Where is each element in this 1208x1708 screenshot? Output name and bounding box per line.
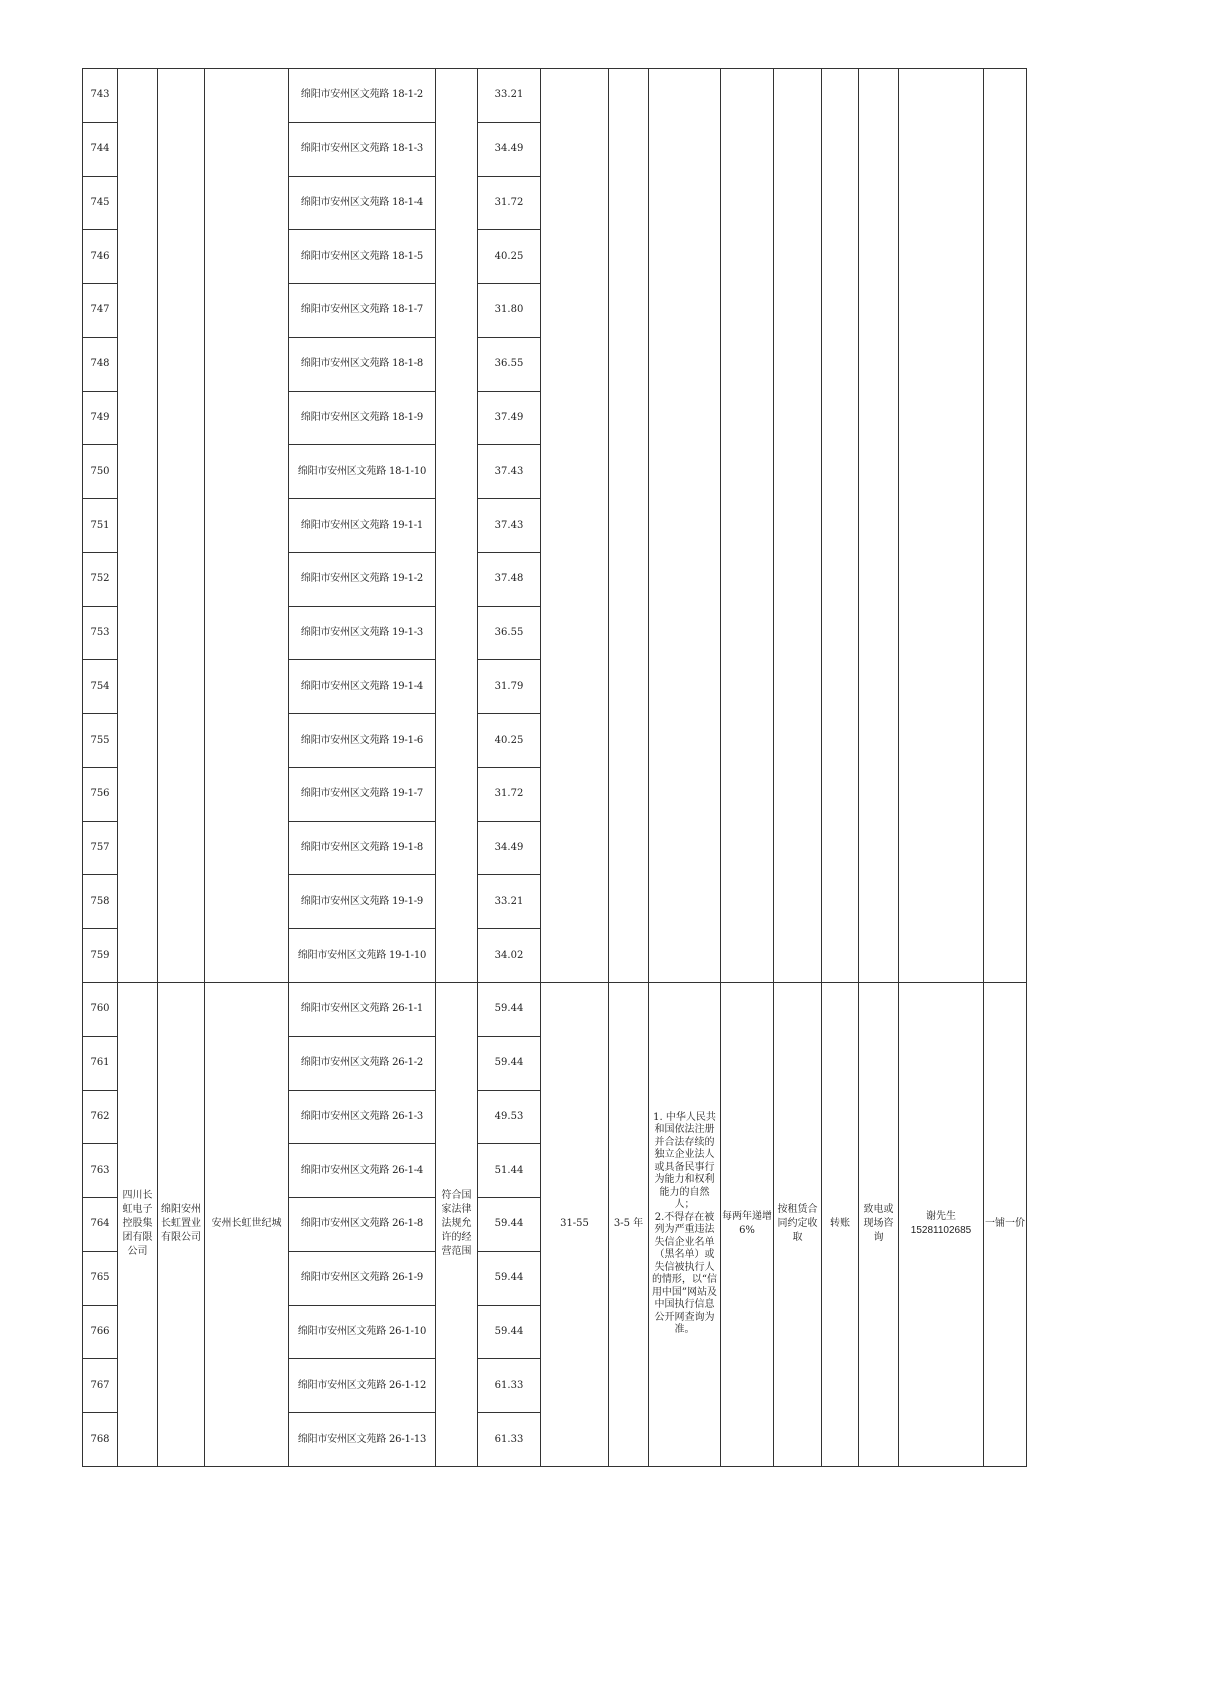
owner-cell [118,69,158,983]
address-cell: 绵阳市安州区文苑路 18-1-5 [289,230,436,284]
area-cell: 59.44 [478,1305,541,1359]
pricing-cell: 一铺一价 [984,983,1027,1467]
address-cell: 绵阳市安州区文苑路 19-1-4 [289,660,436,714]
area-cell: 31.80 [478,284,541,338]
area-cell: 40.25 [478,230,541,284]
area-cell: 31.72 [478,767,541,821]
area-cell: 37.43 [478,445,541,499]
area-cell: 61.33 [478,1359,541,1413]
usage-cell [436,69,478,983]
area-cell: 34.49 [478,821,541,875]
address-cell: 绵阳市安州区文苑路 19-1-7 [289,767,436,821]
address-cell: 绵阳市安州区文苑路 26-1-13 [289,1413,436,1467]
row-number: 761 [83,1036,118,1090]
pricing-cell [984,69,1027,983]
area-cell: 31.72 [478,176,541,230]
address-cell: 绵阳市安州区文苑路 19-1-1 [289,499,436,553]
row-number: 760 [83,983,118,1037]
area-cell: 34.02 [478,929,541,983]
address-cell: 绵阳市安州区文苑路 26-1-1 [289,983,436,1037]
row-number: 753 [83,606,118,660]
contact-cell [899,69,984,983]
address-cell: 绵阳市安州区文苑路 18-1-2 [289,69,436,123]
requirement-1: 1. 中华人民共和国依法注册并合法存续的独立企业法人或具备民事行为能力和权利能力的自然人； [653,1111,716,1211]
address-cell: 绵阳市安州区文苑路 18-1-4 [289,176,436,230]
row-number: 752 [83,552,118,606]
area-cell: 51.44 [478,1144,541,1198]
project-cell: 安州长虹世纪城 [205,983,289,1467]
row-number: 758 [83,875,118,929]
row-number: 757 [83,821,118,875]
row-number: 764 [83,1198,118,1252]
area-cell: 37.43 [478,499,541,553]
address-cell: 绵阳市安州区文苑路 18-1-7 [289,284,436,338]
area-cell: 59.44 [478,1036,541,1090]
row-number: 749 [83,391,118,445]
address-cell: 绵阳市安州区文苑路 18-1-3 [289,122,436,176]
area-cell: 36.55 [478,606,541,660]
payment-cell [822,69,859,983]
area-cell: 34.49 [478,122,541,176]
row-number: 768 [83,1413,118,1467]
contact-name: 谢先生 [926,1211,956,1223]
area-cell: 59.44 [478,1198,541,1252]
requirements-cell [649,69,721,983]
row-number: 747 [83,284,118,338]
address-cell: 绵阳市安州区文苑路 26-1-3 [289,1090,436,1144]
deposit-cell [774,69,822,983]
row-number: 743 [83,69,118,123]
area-cell: 59.44 [478,1251,541,1305]
row-number: 746 [83,230,118,284]
address-cell: 绵阳市安州区文苑路 26-1-10 [289,1305,436,1359]
price-range-cell [541,69,609,983]
area-cell: 33.21 [478,69,541,123]
row-number: 756 [83,767,118,821]
address-cell: 绵阳市安州区文苑路 19-1-8 [289,821,436,875]
row-number: 751 [83,499,118,553]
address-cell: 绵阳市安州区文苑路 19-1-3 [289,606,436,660]
address-cell: 绵阳市安州区文苑路 26-1-12 [289,1359,436,1413]
row-number: 744 [83,122,118,176]
row-number: 748 [83,337,118,391]
project-cell [205,69,289,983]
row-number: 763 [83,1144,118,1198]
inquiry-cell [859,69,899,983]
requirement-2: 2.不得存在被列为严重违法失信企业名单（黑名单）或失信被执行人的情形，以“信用中国”网站及中国执行信息公开网查询为准。 [651,1211,718,1336]
operator-cell: 绵阳安州长虹置业有限公司 [158,983,205,1467]
address-cell: 绵阳市安州区文苑路 26-1-2 [289,1036,436,1090]
area-cell: 36.55 [478,337,541,391]
usage-cell: 符合国家法律法规允许的经营范围 [436,983,478,1467]
address-cell: 绵阳市安州区文苑路 19-1-9 [289,875,436,929]
address-cell: 绵阳市安州区文苑路 19-1-6 [289,714,436,768]
area-cell: 31.79 [478,660,541,714]
payment-cell: 转账 [822,983,859,1467]
table-row [83,983,1027,1037]
table-row [83,69,1027,123]
row-number: 767 [83,1359,118,1413]
area-cell: 37.49 [478,391,541,445]
area-cell: 37.48 [478,552,541,606]
property-listing-table [82,68,1027,1467]
address-cell: 绵阳市安州区文苑路 26-1-8 [289,1198,436,1252]
area-cell: 59.44 [478,983,541,1037]
increase-cell [721,69,774,983]
term-cell [609,69,649,983]
area-cell: 61.33 [478,1413,541,1467]
address-cell: 绵阳市安州区文苑路 26-1-9 [289,1251,436,1305]
row-number: 766 [83,1305,118,1359]
address-cell: 绵阳市安州区文苑路 18-1-10 [289,445,436,499]
address-cell: 绵阳市安州区文苑路 18-1-8 [289,337,436,391]
area-cell: 49.53 [478,1090,541,1144]
requirements-cell [649,983,721,1467]
address-cell: 绵阳市安州区文苑路 18-1-9 [289,391,436,445]
contact-cell [899,983,984,1467]
operator-cell [158,69,205,983]
row-number: 755 [83,714,118,768]
row-number: 765 [83,1251,118,1305]
inquiry-cell: 致电或现场咨询 [859,983,899,1467]
area-cell: 33.21 [478,875,541,929]
contact-phone: 15281102685 [910,1225,972,1237]
area-cell: 40.25 [478,714,541,768]
row-number: 754 [83,660,118,714]
row-number: 750 [83,445,118,499]
deposit-cell: 按租赁合同约定收取 [774,983,822,1467]
row-number: 745 [83,176,118,230]
row-number: 762 [83,1090,118,1144]
address-cell: 绵阳市安州区文苑路 19-1-2 [289,552,436,606]
owner-cell: 四川长虹电子控股集团有限公司 [118,983,158,1467]
row-number: 759 [83,929,118,983]
price-range-cell: 31-55 [541,983,609,1467]
address-cell: 绵阳市安州区文苑路 19-1-10 [289,929,436,983]
increase-cell: 每两年递增 6% [721,983,774,1467]
term-cell: 3-5 年 [609,983,649,1467]
table-body [83,69,1027,1467]
address-cell: 绵阳市安州区文苑路 26-1-4 [289,1144,436,1198]
